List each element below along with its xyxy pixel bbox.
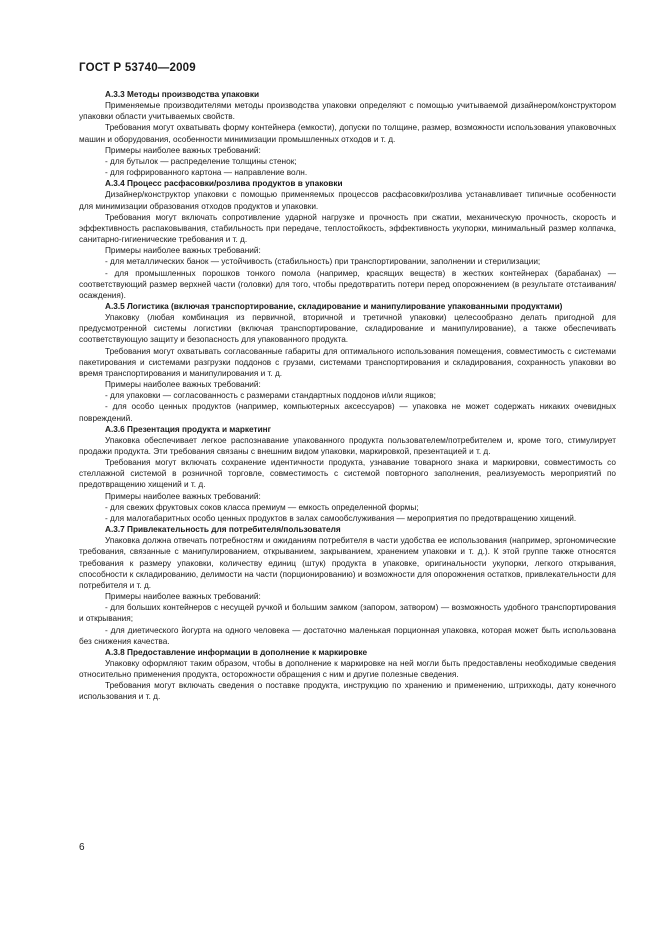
paragraph: - для малогабаритных особо ценных продуктов в залах самообслуживания — мероприятия по предотвращению хищений. <box>105 513 577 523</box>
page-number: 6 <box>79 842 85 853</box>
paragraph: Требования могут охватывать согласованные габариты для оптимального использования помещения, совместимость с системами пакетирования и системами разгрузки поддонов с грузами, системами транспортирования и складирования, сохранность упаковки во время транспортирования и манипулирования и т. д. <box>79 346 616 378</box>
paragraph: Примеры наиболее важных требований: <box>105 592 261 602</box>
paragraph: Требования могут включать сведения о поставке продукта, инструкцию по хранению и применению, штрихкоды, дату конечного использования и т. д. <box>79 681 616 702</box>
paragraph: - для металлических банок — устойчивость (стабильность) при транспортировании, заполнении и стерилизации; <box>105 257 541 267</box>
paragraph: - для промышленных порошков тонкого помола (например, красящих веществ) в жестких контейнерах (барабанах) — соответствующий размер верхней части (головки) для того, чтобы предотвратить потери перед опорожнением (в результате отстаивания/осаждения). <box>79 268 616 300</box>
paragraph: Применяемые производителями методы производства упаковки определяют с помощью учитываемой дизайнером/конструктором упаковки области учитываемых свойств. <box>79 101 616 122</box>
document-body <box>79 89 616 703</box>
paragraph: - для больших контейнеров с несущей ручкой и большим замком (запором, затвором) — возможность удобного транспортирования и открывания; <box>79 603 616 624</box>
paragraph: Примеры наиболее важных требований: <box>105 246 261 256</box>
paragraph: Дизайнер/конструктор упаковки с помощью применяемых процессов расфасовки/розлива устанавливает типичные особенности для минимизации образования отходов продуктов и упаковки. <box>79 190 616 211</box>
paragraph: Требования могут включать сопротивление ударной нагрузке и прочность при сжатии, механическую прочность, скорость и эффективность распаковывания, стабильность при передаче, теплостойкость, эффективность укупорки, минимальный размер колпачка, санитарно-гигиенические требования и т. д. <box>79 212 616 245</box>
paragraph: Примеры наиболее важных требований: <box>105 145 261 155</box>
standard-header: ГОСТ Р 53740—2009 <box>79 62 196 74</box>
paragraph: Требования могут охватывать форму контейнера (емкости), допуски по толщине, размер, возможности использования упаковочных машин и оборудования, особенности минимизации промышленных отходов и т. д. <box>79 123 616 144</box>
section-heading: А.3.8 Предоставление информации в дополнение к маркировке <box>105 647 368 657</box>
paragraph: - для упаковки — согласованность с размерами стандартных поддонов и/или ящиков; <box>105 391 436 401</box>
section-heading: А.3.3 Методы производства упаковки <box>105 90 260 99</box>
paragraph: Упаковка обеспечивает легкое распознавание упакованного продукта пользователем/потребителем и, кроме того, стимулирует продажи продукта. Эти требования связаны с внешним видом упаковки, маркировкой, презентацией и т. д. <box>79 435 616 456</box>
paragraph: - для гофрированного картона — направление волн. <box>105 168 308 178</box>
section-heading: А.3.4 Процесс расфасовки/розлива продуктов в упаковки <box>105 179 343 189</box>
paragraph: Требования могут включать сохранение идентичности продукта, узнавание товарного знака и маркировки, совместимость со стеллажной системой в розничной торговле, совместимость с системой повторного заполнения, реализуемость мероприятий по предотвращению хищений и т. д. <box>79 458 616 490</box>
paragraph: - для свежих фруктовых соков класса премиум — емкость определенной формы; <box>105 502 419 512</box>
section-heading: А.3.7 Привлекательность для потребителя/пользователя <box>105 525 341 535</box>
paragraph: - для бутылок — распределение толщины стенок; <box>105 156 297 166</box>
paragraph: Примеры наиболее важных требований: <box>105 380 261 390</box>
paragraph: Упаковку оформляют таким образом, чтобы в дополнение к маркировке на ней могли быть предоставлены необходимые сведения относительно применения продукта, осторожности обращения с ним и другие полезные сведения. <box>79 658 616 680</box>
paragraph: - для диетического йогурта на одного человека — достаточно маленькая порционная упаковка, которая может быть использована без снижения качества. <box>79 625 616 646</box>
section-heading: А.3.6 Презентация продукта и маркетинг <box>105 424 272 434</box>
paragraph: Упаковку (любая комбинация из первичной, вторичной и третичной упаковки) целесообразно делать пригодной для предусмотренной системы логистики (включая транспортирование, складирование и манипулирование), а также обеспечивать соответствующую защиту и безопасность для упакованного продукта. <box>79 313 616 345</box>
section-heading: А.3.5 Логистика (включая транспортирование, складирование и манипулирование упакованными продуктами) <box>105 301 563 311</box>
paragraph: - для особо ценных продуктов (например, компьютерных аксессуаров) — упаковка не может содержать никаких очевидных повреждений. <box>79 402 616 423</box>
paragraph: Упаковка должна отвечать потребностям и ожиданиям потребителя в части удобства ее использования (например, эргономические требования, связанные с манипулированием, открыванием, закрыванием, хранением упаковки и т. д.). К этой группе также относятся требования к размеру упаковки, количеству единиц (штук) продукта в упаковке, оригинальности укупорки, легкого открывания, способности к складированию, делимости на части (порционированию) и возможности для опорожнения остатков, привлекательности для потребителя и т. д. <box>79 536 616 590</box>
paragraph: Примеры наиболее важных требований: <box>105 491 261 501</box>
